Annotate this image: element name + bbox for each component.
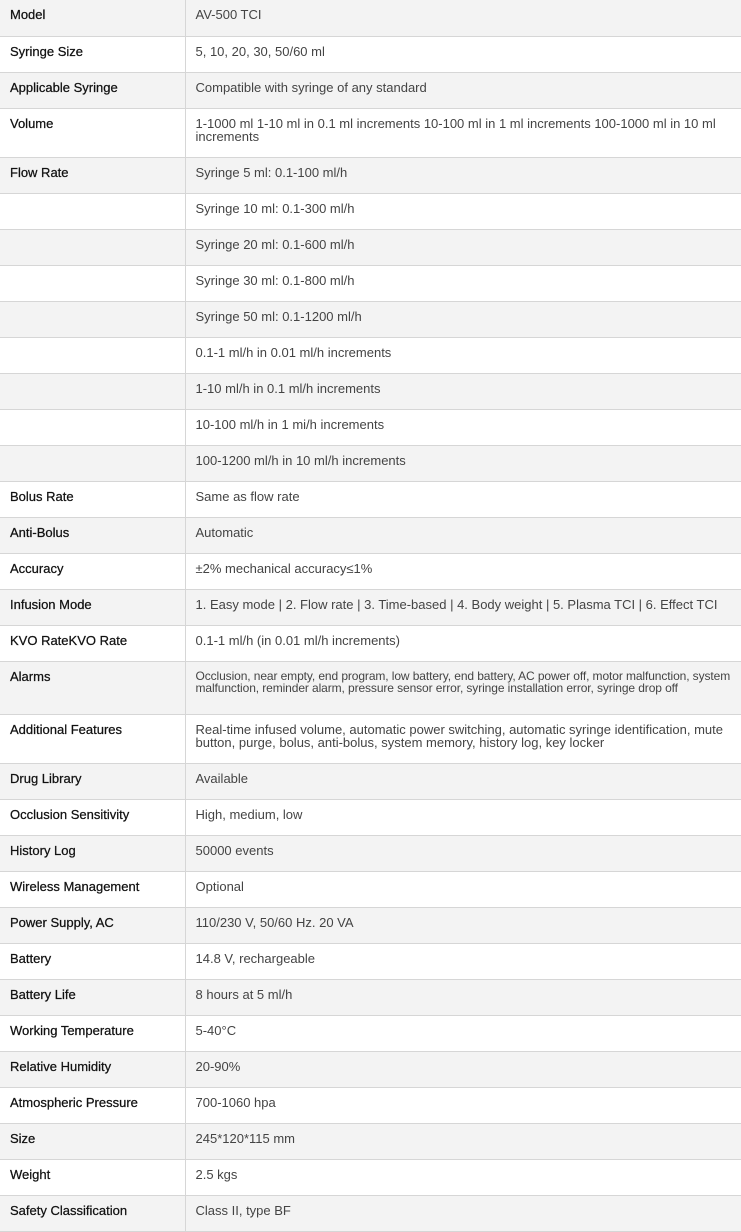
spec-label: Occlusion Sensitivity xyxy=(0,799,185,835)
spec-row-wireless-management xyxy=(0,871,741,907)
spec-label: Model xyxy=(0,0,185,36)
spec-label: Drug Library xyxy=(0,763,185,799)
spec-row-increment-001 xyxy=(0,337,741,373)
spec-row-drug-library xyxy=(0,763,741,799)
spec-label xyxy=(0,193,185,229)
spec-value: 0.1-1 ml/h in 0.01 ml/h increments xyxy=(185,337,741,373)
spec-label: Wireless Management xyxy=(0,871,185,907)
spec-label xyxy=(0,445,185,481)
spec-label: Syringe Size xyxy=(0,36,185,72)
spec-row-applicable-syringe xyxy=(0,72,741,108)
spec-row-battery-life xyxy=(0,979,741,1015)
spec-row-power-supply xyxy=(0,907,741,943)
spec-label xyxy=(0,373,185,409)
spec-row-accuracy xyxy=(0,553,741,589)
spec-value: 110/230 V, 50/60 Hz. 20 VA xyxy=(185,907,741,943)
spec-row-battery xyxy=(0,943,741,979)
spec-value: 14.8 V, rechargeable xyxy=(185,943,741,979)
spec-row-relative-humidity xyxy=(0,1051,741,1087)
spec-value: 1. Easy mode | 2. Flow rate | 3. Time-based | 4. Body weight | 5. Plasma TCI | 6. Effect TCI xyxy=(185,589,741,625)
spec-row-weight xyxy=(0,1159,741,1195)
spec-value: ±2% mechanical accuracy≤1% xyxy=(185,553,741,589)
spec-row-flow-rate xyxy=(0,157,741,193)
spec-row-occlusion-sensitivity xyxy=(0,799,741,835)
spec-row-safety-classification xyxy=(0,1195,741,1231)
spec-value: Syringe 50 ml: 0.1-1200 ml/h xyxy=(185,301,741,337)
spec-row-working-temperature xyxy=(0,1015,741,1051)
spec-row-atmospheric-pressure xyxy=(0,1087,741,1123)
spec-row-anti-bolus xyxy=(0,517,741,553)
spec-value: 100-1200 ml/h in 10 ml/h increments xyxy=(185,445,741,481)
spec-label: Relative Humidity xyxy=(0,1051,185,1087)
spec-label: KVO RateKVO Rate xyxy=(0,625,185,661)
spec-value: 0.1-1 ml/h (in 0.01 ml/h increments) xyxy=(185,625,741,661)
spec-label: Battery xyxy=(0,943,185,979)
spec-label: History Log xyxy=(0,835,185,871)
spec-label: Atmospheric Pressure xyxy=(0,1087,185,1123)
spec-label: Additional Features xyxy=(0,714,185,763)
spec-row-alarms xyxy=(0,661,741,714)
spec-row-additional-features xyxy=(0,714,741,763)
spec-row-history-log xyxy=(0,835,741,871)
spec-value: Compatible with syringe of any standard xyxy=(185,72,741,108)
spec-label: Safety Classification xyxy=(0,1195,185,1231)
spec-value: High, medium, low xyxy=(185,799,741,835)
spec-value: 10-100 ml/h in 1 mi/h increments xyxy=(185,409,741,445)
spec-row-infusion-mode xyxy=(0,589,741,625)
spec-label: Working Temperature xyxy=(0,1015,185,1051)
spec-value: Real-time infused volume, automatic power switching, automatic syringe identification, mute button, purge, bolus, anti-bolus, system memory, history log, key locker xyxy=(185,714,741,763)
spec-row-flow-rate-10 xyxy=(0,193,741,229)
spec-label xyxy=(0,301,185,337)
spec-label: Volume xyxy=(0,108,185,157)
spec-row-increment-01 xyxy=(0,373,741,409)
spec-value: 20-90% xyxy=(185,1051,741,1087)
spec-label: Power Supply, AC xyxy=(0,907,185,943)
spec-label: Anti-Bolus xyxy=(0,517,185,553)
spec-label: Bolus Rate xyxy=(0,481,185,517)
spec-row-flow-rate-50 xyxy=(0,301,741,337)
spec-label: Alarms xyxy=(0,661,185,714)
spec-value: 50000 events xyxy=(185,835,741,871)
spec-value: Class II, type BF xyxy=(185,1195,741,1231)
spec-row-increment-1 xyxy=(0,409,741,445)
spec-row-kvo-rate xyxy=(0,625,741,661)
spec-value: 1-1000 ml 1-10 ml in 0.1 ml increments 10-100 ml in 1 ml increments 100-1000 ml in 10 ml increments xyxy=(185,108,741,157)
spec-row-increment-10 xyxy=(0,445,741,481)
spec-value: AV-500 TCI xyxy=(185,0,741,36)
spec-value: Optional xyxy=(185,871,741,907)
spec-value: Available xyxy=(185,763,741,799)
spec-value: Syringe 5 ml: 0.1-100 ml/h xyxy=(185,157,741,193)
spec-label: Flow Rate xyxy=(0,157,185,193)
spec-value: Occlusion, near empty, end program, low battery, end battery, AC power off, motor malfunction, system malfunction, reminder alarm, pressure sensor error, syringe installation error, syringe drop off xyxy=(185,661,741,714)
spec-value: 5, 10, 20, 30, 50/60 ml xyxy=(185,36,741,72)
spec-row-syringe-size xyxy=(0,36,741,72)
spec-label: Weight xyxy=(0,1159,185,1195)
spec-label: Accuracy xyxy=(0,553,185,589)
spec-label xyxy=(0,265,185,301)
spec-value: 245*120*115 mm xyxy=(185,1123,741,1159)
spec-row-model xyxy=(0,0,741,36)
spec-label: Size xyxy=(0,1123,185,1159)
spec-row-flow-rate-20 xyxy=(0,229,741,265)
spec-row-bolus-rate xyxy=(0,481,741,517)
spec-label xyxy=(0,229,185,265)
spec-row-size xyxy=(0,1123,741,1159)
spec-label: Infusion Mode xyxy=(0,589,185,625)
spec-value: Syringe 30 ml: 0.1-800 ml/h xyxy=(185,265,741,301)
spec-label: Battery Life xyxy=(0,979,185,1015)
spec-value: 5-40°C xyxy=(185,1015,741,1051)
spec-value: Syringe 20 ml: 0.1-600 ml/h xyxy=(185,229,741,265)
spec-row-volume xyxy=(0,108,741,157)
spec-value: Automatic xyxy=(185,517,741,553)
spec-value: Syringe 10 ml: 0.1-300 ml/h xyxy=(185,193,741,229)
spec-label xyxy=(0,337,185,373)
spec-value: 1-10 ml/h in 0.1 ml/h increments xyxy=(185,373,741,409)
spec-value: 2.5 kgs xyxy=(185,1159,741,1195)
spec-label xyxy=(0,409,185,445)
spec-row-flow-rate-30 xyxy=(0,265,741,301)
spec-value: 700-1060 hpa xyxy=(185,1087,741,1123)
spec-value: Same as flow rate xyxy=(185,481,741,517)
spec-label: Applicable Syringe xyxy=(0,72,185,108)
spec-value: 8 hours at 5 ml/h xyxy=(185,979,741,1015)
